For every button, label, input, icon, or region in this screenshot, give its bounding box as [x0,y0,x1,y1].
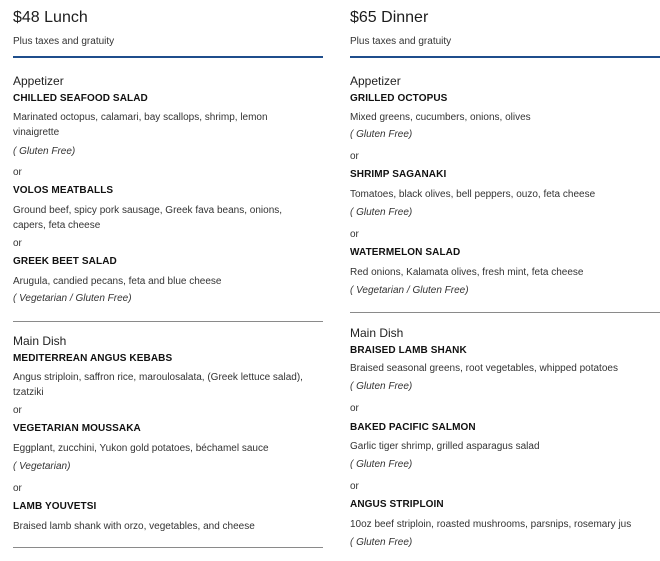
lunch-appetizer-2-description: Ground beef, spicy pork sausage, Greek fava beans, onions, capers, feta cheese [13,205,283,231]
dinner-menu-title: $65 Dinner [350,9,429,26]
lunch-appetizer-2-name: VOLOS MEATBALLS [13,185,114,196]
dinner-main-3-name: ANGUS STRIPLOIN [350,499,444,510]
lunch-appetizer-1-name: CHILLED SEAFOOD SALAD [13,93,148,104]
lunch-main-3-description: Braised lamb shank with orzo, vegetables, and cheese [13,521,255,532]
lunch-main-or-2: or [13,483,22,494]
dinner-main-2-description: Garlic tiger shrimp, grilled asparagus salad [350,441,540,452]
lunch-appetizer-heading: Appetizer [13,74,64,88]
dinner-appetizer-3-dietary-note: ( Vegetarian / Gluten Free) [350,285,469,296]
lunch-main-or-1: or [13,405,22,416]
lunch-title-divider [13,56,323,58]
dinner-main-or-2: or [350,481,359,492]
lunch-appetizer-3-name: GREEK BEET SALAD [13,256,117,267]
dinner-appetizer-heading: Appetizer [350,74,401,88]
dinner-appetizer-or-1: or [350,151,359,162]
lunch-main-2-name: VEGETARIAN MOUSSAKA [13,423,141,434]
dinner-main-3-dietary-note: ( Gluten Free) [350,537,413,548]
dinner-main-1-dietary-note: ( Gluten Free) [350,381,413,392]
lunch-main-2-description: Eggplant, zucchini, Yukon gold potatoes, béchamel sauce [13,443,269,454]
dinner-main-1-description: Braised seasonal greens, root vegetables, whipped potatoes [350,363,618,374]
dinner-appetizer-or-2: or [350,229,359,240]
lunch-appetizer-3-dietary-note: ( Vegetarian / Gluten Free) [13,293,132,304]
lunch-menu-title: $48 Lunch [13,9,88,26]
lunch-main-3-name: LAMB YOUVETSI [13,501,97,512]
lunch-appetizer-3-description: Arugula, candied pecans, feta and blue cheese [13,276,222,287]
dinner-main-3-description: 10oz beef striploin, roasted mushrooms, parsnips, rosemary jus [350,519,632,530]
dinner-appetizer-2-description: Tomatoes, black olives, bell peppers, ouzo, feta cheese [350,189,596,200]
lunch-appetizer-or-2: or [13,238,22,249]
dinner-main-heading: Main Dish [350,326,404,340]
dinner-main-or-1: or [350,403,359,414]
lunch-section-divider [13,321,323,322]
dinner-appetizer-3-description: Red onions, Kalamata olives, fresh mint, feta cheese [350,267,584,278]
dinner-menu-subtitle: Plus taxes and gratuity [350,36,452,47]
dinner-main-1-name: BRAISED LAMB SHANK [350,345,467,356]
dinner-appetizer-1-name: GRILLED OCTOPUS [350,93,448,104]
lunch-main-2-dietary-note: ( Vegetarian) [13,461,71,472]
dinner-appetizer-1-dietary-note: ( Gluten Free) [350,129,413,140]
dinner-appetizer-2-dietary-note: ( Gluten Free) [350,207,413,218]
dinner-main-2-name: BAKED PACIFIC SALMON [350,422,476,433]
lunch-bottom-divider [13,547,323,548]
dinner-section-divider [350,312,660,313]
lunch-main-heading: Main Dish [13,334,67,348]
dinner-appetizer-2-name: SHRIMP SAGANAKI [350,169,447,180]
lunch-main-1-description: Angus striploin, saffron rice, maroulosalata, (Greek lettuce salad), tzatziki [13,372,303,398]
lunch-appetizer-1-dietary-note: ( Gluten Free) [13,146,76,157]
lunch-menu-subtitle: Plus taxes and gratuity [13,36,115,47]
dinner-title-divider [350,56,660,58]
lunch-appetizer-1-description: Marinated octopus, calamari, bay scallops, shrimp, lemon vinaigrette [13,112,268,138]
lunch-main-1-name: MEDITERREAN ANGUS KEBABS [13,353,173,364]
dinner-appetizer-3-name: WATERMELON SALAD [350,247,461,258]
dinner-appetizer-1-description: Mixed greens, cucumbers, onions, olives [350,112,531,123]
lunch-appetizer-or-1: or [13,167,22,178]
dinner-main-2-dietary-note: ( Gluten Free) [350,459,413,470]
